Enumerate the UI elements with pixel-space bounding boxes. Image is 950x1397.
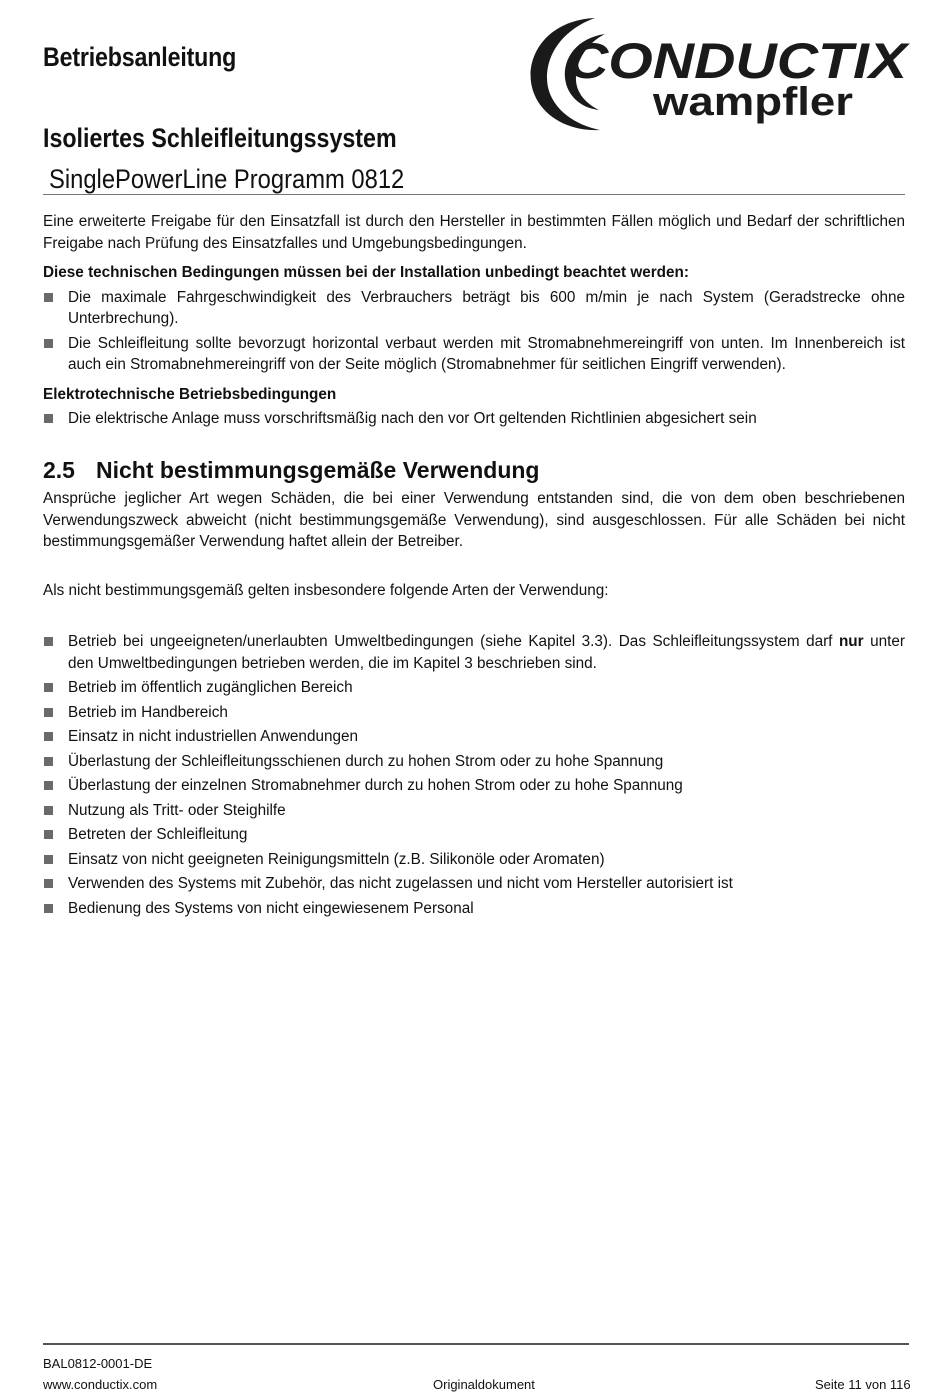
footer-original-label: Originaldokument xyxy=(433,1377,535,1392)
page-content xyxy=(43,211,905,919)
list-item: Überlastung der Schleifleitungsschienen durch zu hohen Strom oder zu hohe Spannung xyxy=(43,751,905,773)
list-item: Die maximale Fahrgeschwindigkeit des Verbrauchers beträgt bis 600 m/min je nach System (Geradstrecke ohne Unterbrechung). xyxy=(43,287,905,330)
footer-page-number: Seite 11 von 116 xyxy=(815,1377,911,1392)
section-paragraph: Ansprüche jeglicher Art wegen Schäden, die bei einer Verwendung entstanden sind, die von dem oben beschriebenen Verwendungszweck abweicht (nicht bestimmungsgemäße Verwendung), sind ausgeschlossen. Für alle Schäden bei nicht bestimmungsgemäßer Verwendung haftet allein der Betreiber. xyxy=(43,490,905,550)
list-item: Betrieb bei ungeeigneten/unerlaubten Umweltbedingungen (siehe Kapitel 3.3). Das Schleifleitungssystem darf nur unter den Umweltbedingungen betrieben werden, die im Kapitel 3 beschrieben sind. xyxy=(43,631,905,674)
conductix-wampfler-logo xyxy=(525,12,910,137)
square-bullet-icon xyxy=(44,830,53,839)
square-bullet-icon xyxy=(44,683,53,692)
electrical-heading: Elektrotechnische Betriebsbedingungen xyxy=(43,385,337,403)
list-item: Betrieb im öffentlich zugänglichen Bereich xyxy=(43,677,905,699)
square-bullet-icon xyxy=(44,732,53,741)
list-item: Die Schleifleitung sollte bevorzugt horizontal verbaut werden mit Stromabnehmereingriff von unten. Im Innenbereich ist auch ein Stromabnehmereingriff von der Seite möglich (Stromabnehmer für seitlichen Eingriff verwenden). xyxy=(43,333,905,376)
list-item: Bedienung des Systems von nicht eingewiesenem Personal xyxy=(43,898,905,920)
square-bullet-icon xyxy=(44,904,53,913)
square-bullet-icon xyxy=(44,637,53,646)
section-title: Nicht bestimmungsgemäße Verwendung xyxy=(96,456,540,483)
square-bullet-icon xyxy=(44,806,53,815)
square-bullet-icon xyxy=(44,339,53,348)
conditions-list xyxy=(43,287,905,376)
footer-divider xyxy=(43,1343,909,1345)
document-type: Betriebsanleitung xyxy=(43,42,237,72)
section-heading xyxy=(43,456,905,483)
misuse-list xyxy=(43,631,905,919)
list-item: Betrieb im Handbereich xyxy=(43,702,905,724)
footer-website-link[interactable]: www.conductix.com xyxy=(43,1377,158,1392)
square-bullet-icon xyxy=(44,414,53,423)
conditions-heading: Diese technischen Bedingungen müssen bei der Installation unbedingt beachtet werden: xyxy=(43,264,689,281)
electrical-list xyxy=(43,408,905,430)
list-item: Nutzung als Tritt- oder Steighilfe xyxy=(43,800,905,822)
sub-title: SinglePowerLine Programm 0812 xyxy=(49,164,405,194)
title-divider xyxy=(43,194,905,195)
intro-paragraph: Eine erweiterte Freigabe für den Einsatzfall ist durch den Hersteller in bestimmten Fällen möglich und Bedarf der schriftlichen Freigabe nach Prüfung des Einsatzfalles und Umgebungsbedingungen. xyxy=(43,213,905,252)
list-item: Überlastung der einzelnen Stromabnehmer durch zu hohen Strom oder zu hohe Spannung xyxy=(43,775,905,797)
main-title: Isoliertes Schleifleitungssystem xyxy=(43,123,397,153)
square-bullet-icon xyxy=(44,781,53,790)
section-number: 2.5 xyxy=(43,456,75,483)
section-paragraph: Als nicht bestimmungsgemäß gelten insbesondere folgende Arten der Verwendung: xyxy=(43,581,609,599)
list-item: Einsatz in nicht industriellen Anwendungen xyxy=(43,726,905,748)
svg-text:wampfler: wampfler xyxy=(651,80,853,124)
footer-document-code: BAL0812-0001-DE xyxy=(43,1356,153,1371)
list-item: Verwenden des Systems mit Zubehör, das nicht zugelassen und nicht vom Hersteller autorisiert ist xyxy=(43,873,905,895)
square-bullet-icon xyxy=(44,293,53,302)
square-bullet-icon xyxy=(44,855,53,864)
square-bullet-icon xyxy=(44,708,53,717)
svg-text:CONDUCTIX: CONDUCTIX xyxy=(567,33,910,89)
list-item: Die elektrische Anlage muss vorschriftsmäßig nach den vor Ort geltenden Richtlinien abgesichert sein xyxy=(43,408,905,430)
square-bullet-icon xyxy=(44,757,53,766)
list-item: Betreten der Schleifleitung xyxy=(43,824,905,846)
list-item: Einsatz von nicht geeigneten Reinigungsmitteln (z.B. Silikonöle oder Aromaten) xyxy=(43,849,905,871)
square-bullet-icon xyxy=(44,879,53,888)
